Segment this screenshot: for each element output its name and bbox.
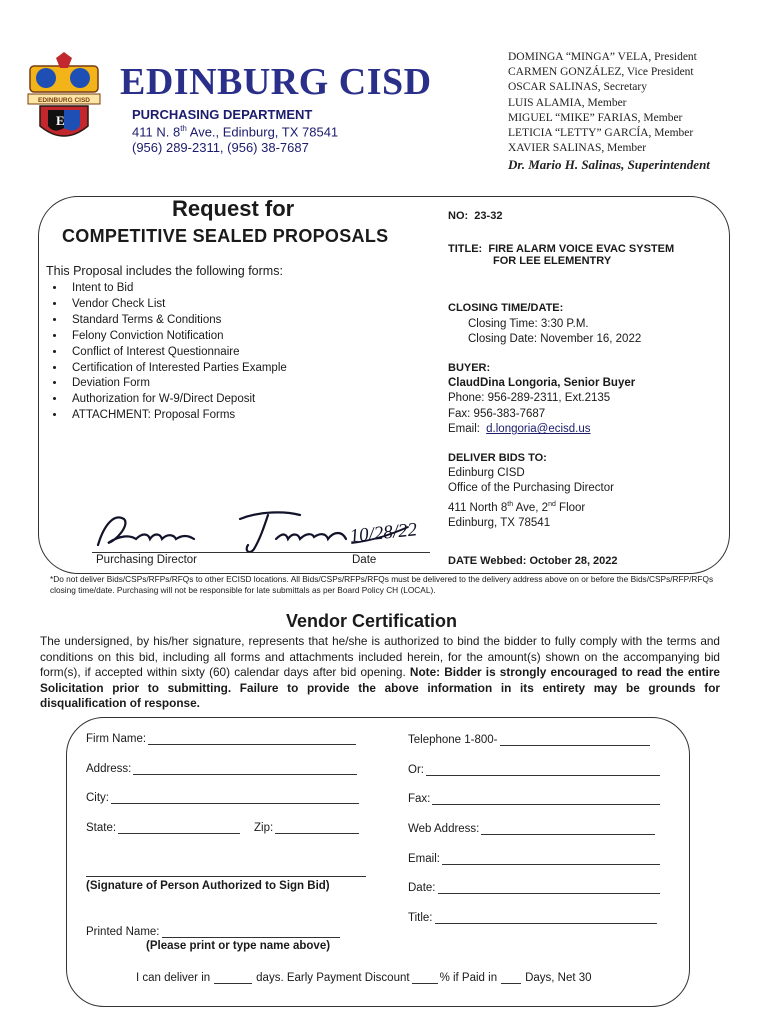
board-member: LUIS ALAMIA, Member (508, 96, 627, 109)
state-field[interactable]: State: (86, 822, 240, 834)
svg-text:EDINBURG CISD: EDINBURG CISD (37, 97, 91, 104)
proposal-number: NO: 23-32 (448, 210, 503, 222)
email-field[interactable]: Email: (408, 853, 660, 865)
buyer-email-link[interactable]: d.longoria@ecisd.us (486, 423, 591, 436)
request-title: Request for (172, 196, 295, 221)
svg-text:E: E (56, 113, 65, 128)
signature-line[interactable] (86, 876, 366, 877)
district-name: EDINBURG CISD (120, 61, 432, 103)
web-address-field[interactable]: Web Address: (408, 823, 655, 835)
firm-name-field[interactable]: Firm Name: (86, 733, 356, 745)
request-subtitle: COMPETITIVE SEALED PROPOSALS (62, 226, 389, 246)
closing-label: CLOSING TIME/DATE: (448, 302, 564, 314)
date-label: Date (352, 554, 377, 566)
fax-field[interactable]: Fax: (408, 793, 660, 805)
title-field[interactable]: Title: (408, 912, 657, 924)
closing-time: Closing Time: 3:30 P.M. (468, 318, 589, 330)
list-item: • Intent to Bid (66, 281, 287, 297)
board-member: DOMINGA “MINGA” VELA, President (508, 51, 697, 63)
purchasing-director-label: Purchasing Director (96, 554, 197, 566)
delivery-terms: I can deliver in days. Early Payment Discount % if Paid in Days, Net 30 (136, 972, 592, 984)
city-field[interactable]: City: (86, 792, 359, 804)
closing-date: Closing Date: November 16, 2022 (468, 333, 642, 346)
telephone-field[interactable]: Telephone 1-800- (408, 734, 650, 746)
deliver-address: Edinburg CISD Office of the Purchasing Director 411 North 8th Ave, 2nd Floor Edinburg, TX 78541 (448, 467, 614, 530)
signature-line (92, 552, 430, 553)
board-member: CARMEN GONZÁLEZ, Vice President (508, 66, 694, 79)
department-address: 411 N. 8th Ave., Edinburg, TX 78541 (132, 124, 339, 140)
vendor-certification-title: Vendor Certification (286, 611, 458, 631)
buyer-email-row: Email: d.longoria@ecisd.us (448, 423, 591, 436)
board-member: XAVIER SALINAS, Member (508, 142, 647, 155)
forms-intro: This Proposal includes the following forms: (46, 264, 283, 278)
buyer-fax: Fax: 956-383-7687 (448, 407, 546, 420)
buyer-details (448, 376, 635, 438)
board-member: MIGUEL “MIKE” FARIAS, Member (508, 111, 683, 124)
print-caption: (Please print or type name above) (146, 940, 331, 952)
zip-field[interactable]: Zip: (254, 822, 359, 834)
signature-caption: (Signature of Person Authorized to Sign Bid) (86, 880, 330, 892)
date-field[interactable]: Date: (408, 882, 660, 894)
list-item: • Vendor Check List (66, 297, 287, 313)
list-item: • Conflict of Interest Questionnaire (66, 345, 287, 361)
buyer-label: BUYER: (448, 362, 491, 374)
vendor-certification-body: The undersigned, by his/her signature, represents that he/she is authorized to bind the bidder to fully comply with the terms and conditions on this bid, including all forms and attachments included herein, for the amount(s) shown on the accompanying bid form(s), if accepted within sixty (60) calendar days after bid opening. Note: Bidder is strongly encouraged to read the entire Solicitation prior to submitting. Failure to provide the above information in its entirety may be grounds for disqualification of response. (40, 634, 720, 710)
date-webbed: DATE Webbed: October 28, 2022 (448, 555, 618, 567)
list-item: • Felony Conviction Notification (66, 329, 287, 345)
forms-list (48, 281, 287, 424)
list-item: • Deviation Form (66, 376, 287, 392)
buyer-name: ClaudDina Longoria, Senior Buyer (448, 377, 636, 389)
list-item: • Standard Terms & Conditions (66, 313, 287, 329)
board-member: OSCAR SALINAS, Secretary (508, 81, 647, 94)
printed-name-field[interactable]: Printed Name: (86, 926, 340, 938)
buyer-phone: Phone: 956-289-2311, Ext.2135 (448, 392, 611, 405)
deliver-label: DELIVER BIDS TO: (448, 452, 547, 464)
department-name: PURCHASING DEPARTMENT (132, 107, 313, 122)
list-item: • Certification of Interested Parties Example (66, 361, 287, 377)
closing-details (468, 317, 641, 348)
alt-phone-field[interactable]: Or: (408, 764, 660, 776)
delivery-days-input[interactable] (214, 972, 252, 984)
list-item: • ATTACHMENT: Proposal Forms (66, 408, 287, 424)
board-member: LETICIA “LETTY” GARCÍA, Member (508, 127, 694, 140)
list-item: • Authorization for W-9/Direct Deposit (66, 392, 287, 408)
discount-input[interactable] (412, 972, 438, 984)
district-logo (26, 52, 102, 148)
handwritten-date: 10/28/22 (348, 519, 419, 548)
proposal-title: TITLE: FIRE ALARM VOICE EVAC SYSTEM FOR LEE ELEMENTRY (448, 243, 675, 267)
delivery-notice: *Do not deliver Bids/CSPs/RFPs/RFQs to other ECISD locations. All Bids/CSPs/RFPs/RFQs must be delivered to the delivery address above on or before the Bids/CSPs/RFP/RFQs closing time/date. Purchasing will not be responsible for late submittals as per Board Policy CH (LOCAL). (50, 574, 714, 595)
superintendent: Dr. Mario H. Salinas, Superintendent (508, 157, 710, 172)
address-field[interactable]: Address: (86, 763, 357, 775)
department-phones: (956) 289-2311, (956) 38-7687 (132, 140, 309, 155)
paid-days-input[interactable] (501, 972, 521, 984)
board-members (508, 50, 697, 156)
